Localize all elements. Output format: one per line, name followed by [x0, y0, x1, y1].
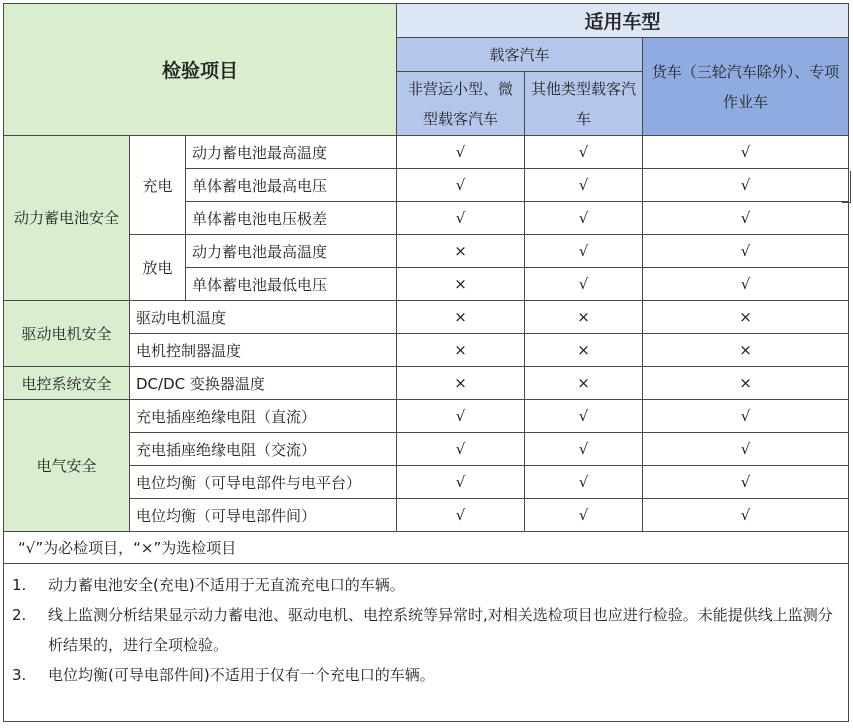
note-item [12, 660, 840, 690]
mark-other-passenger: × [525, 334, 643, 367]
note-number: 3. [12, 666, 27, 684]
mark-truck: √ [643, 169, 849, 202]
mark-truck: √ [643, 499, 849, 532]
row-item: 充电插座绝缘电阻（直流） [130, 400, 397, 433]
mark-other-passenger: √ [525, 136, 643, 169]
mark-truck: √ [643, 400, 849, 433]
mark-small-passenger: √ [397, 202, 525, 235]
mark-other-passenger: × [525, 301, 643, 334]
row-item: 单体蓄电池最高电压 [186, 169, 397, 202]
row-item: 动力蓄电池最高温度 [186, 136, 397, 169]
note-text: 线上监测分析结果显示动力蓄电池、驱动电机、电控系统等异常时,对相关选检项目也应进行检验。未能提供线上监测分析结果的，进行全项检验。 [48, 606, 833, 654]
mark-other-passenger: × [525, 367, 643, 400]
mark-truck: √ [643, 433, 849, 466]
group-control-safety: 电控系统安全 [4, 367, 130, 400]
row-item: 电机控制器温度 [130, 334, 397, 367]
mark-truck: √ [643, 466, 849, 499]
mark-small-passenger: √ [397, 400, 525, 433]
table-row [4, 433, 849, 466]
table-row [4, 466, 849, 499]
header-passenger-vehicle: 载客汽车 [397, 38, 643, 72]
mark-small-passenger: √ [397, 499, 525, 532]
mark-small-passenger: × [397, 367, 525, 400]
mark-other-passenger: √ [525, 235, 643, 268]
inspection-table [3, 3, 849, 722]
note-text: 动力蓄电池安全(充电)不适用于无直流充电口的车辆。 [48, 576, 405, 594]
stray-border-line [842, 171, 851, 203]
mark-truck: × [643, 334, 849, 367]
mark-other-passenger: √ [525, 202, 643, 235]
table-row [4, 367, 849, 400]
row-item: DC/DC 变换器温度 [130, 367, 397, 400]
row-item: 充电插座绝缘电阻（交流） [130, 433, 397, 466]
notes-section [4, 564, 849, 722]
mark-truck: √ [643, 202, 849, 235]
mark-other-passenger: √ [525, 466, 643, 499]
mark-small-passenger: √ [397, 136, 525, 169]
table-row [4, 334, 849, 367]
table-row [4, 400, 849, 433]
table-row [4, 136, 849, 169]
row-item: 电位均衡（可导电部件间） [130, 499, 397, 532]
row-item: 电位均衡（可导电部件与电平台） [130, 466, 397, 499]
mark-other-passenger: √ [525, 169, 643, 202]
mark-small-passenger: √ [397, 466, 525, 499]
group-electric-safety: 电气安全 [4, 400, 130, 532]
table-row [4, 235, 849, 268]
header-truck: 货车（三轮汽车除外）、专项作业车 [643, 38, 849, 136]
row-item: 单体蓄电池电压极差 [186, 202, 397, 235]
mark-truck: √ [643, 268, 849, 301]
row-item: 动力蓄电池最高温度 [186, 235, 397, 268]
mark-truck: √ [643, 235, 849, 268]
note-number: 2. [12, 606, 27, 624]
note-number: 1. [12, 576, 27, 594]
subgroup-discharge: 放电 [130, 235, 186, 301]
note-item [12, 570, 840, 600]
mark-other-passenger: √ [525, 268, 643, 301]
header-applicable-vehicles: 适用车型 [397, 4, 849, 38]
mark-other-passenger: √ [525, 400, 643, 433]
mark-other-passenger: √ [525, 499, 643, 532]
group-motor-safety: 驱动电机安全 [4, 301, 130, 367]
header-other-passenger: 其他类型载客汽车 [525, 72, 643, 136]
group-battery-safety: 动力蓄电池安全 [4, 136, 130, 301]
mark-small-passenger: × [397, 301, 525, 334]
legend-text: “√”为必检项目，“×”为选检项目 [4, 532, 849, 564]
mark-small-passenger: √ [397, 169, 525, 202]
mark-other-passenger: √ [525, 433, 643, 466]
mark-truck: √ [643, 136, 849, 169]
mark-truck: × [643, 367, 849, 400]
table-row [4, 499, 849, 532]
table-row [4, 301, 849, 334]
header-inspection-item: 检验项目 [4, 4, 397, 136]
mark-small-passenger: × [397, 334, 525, 367]
row-item: 单体蓄电池最低电压 [186, 268, 397, 301]
note-text: 电位均衡(可导电部件间)不适用于仅有一个充电口的车辆。 [48, 666, 435, 684]
mark-small-passenger: √ [397, 433, 525, 466]
mark-small-passenger: × [397, 268, 525, 301]
note-item [12, 600, 840, 660]
mark-truck: × [643, 301, 849, 334]
subgroup-charge: 充电 [130, 136, 186, 235]
mark-small-passenger: × [397, 235, 525, 268]
row-item: 驱动电机温度 [130, 301, 397, 334]
header-small-passenger: 非营运小型、微型载客汽车 [397, 72, 525, 136]
